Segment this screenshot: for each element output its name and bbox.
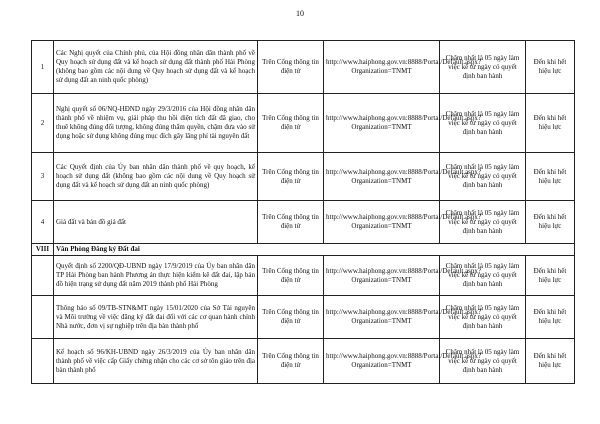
row-link[interactable]: http://www.haiphong.gov.vn:8888/Portal/Default.aspx?Organization=TNMT xyxy=(324,153,440,201)
row-content: Các Quyết định của Ủy ban nhân dân thành phố về quy hoạch, kế hoạch sử dụng đất (không bao gồm các nội dung về Quy hoạch sử dụng đất và kế hoạch sử dụng đất an ninh quốc phòng) xyxy=(54,153,258,201)
row-content: Quyết định số 2200/QĐ-UBND ngày 17/9/2019 của Ủy ban nhân dân TP Hải Phòng ban hành Phương án thực hiện kiểm kê đất đai, lập bản đồ hiện trạng sử dụng đất năm 2019 thành phố Hải Phòng xyxy=(54,256,258,296)
row-deadline: Chậm nhất là 05 ngày làm việc kể từ ngày có quyết định ban hành xyxy=(440,41,526,94)
row-publication-form: Trên Cổng thông tin điện tử xyxy=(258,339,324,384)
row-validity: Đến khi hết hiệu lực xyxy=(526,256,575,296)
table-row xyxy=(32,296,575,339)
document-table xyxy=(31,40,575,384)
row-validity: Đến khi hết hiệu lực xyxy=(526,296,575,339)
row-index xyxy=(32,296,54,339)
row-index xyxy=(32,339,54,384)
row-content: Nghị quyết số 06/NQ-HĐND ngày 29/3/2016 của Hội đồng nhân dân thành phố về nhiệm vụ, giải pháp thu hồi diện tích đất đã giao, cho thuê không đúng đối tượng, không đúng thẩm quyền, chậm đưa vào sử dụng hoặc sử dụng không đúng mục đích gây lãng phí tài nguyên đất xyxy=(54,94,258,153)
row-link[interactable]: http://www.haiphong.gov.vn:8888/Portal/Default.aspx?Organization=TNMT xyxy=(324,296,440,339)
table-row xyxy=(32,94,575,153)
row-publication-form: Trên Cổng thông tin điện tử xyxy=(258,94,324,153)
row-index: 4 xyxy=(32,201,54,244)
row-validity: Đến khi hết hiệu lực xyxy=(526,153,575,201)
row-deadline: Chậm nhất là 05 ngày làm việc kể từ ngày có quyết định ban hành xyxy=(440,153,526,201)
row-validity: Đến khi hết hiệu lực xyxy=(526,41,575,94)
row-index: 3 xyxy=(32,153,54,201)
row-publication-form: Trên Cổng thông tin điện tử xyxy=(258,201,324,244)
page-number: 10 xyxy=(296,9,304,18)
row-content: Thông báo số 09/TB-STN&MT ngày 15/01/2020 của Sở Tài nguyên và Môi trường về việc đăng ký đất đai đối với các cơ quan hành chính Nhà nước, đơn vị sự nghiệp trên địa bàn thành phố xyxy=(54,296,258,339)
row-content: Các Nghị quyết của Chính phủ, của Hội đồng nhân dân thành phố về Quy hoạch sử dụng đất và kế hoạch sử dụng đất thành phố Hải Phòng (không bao gồm các nội dung về Quy hoạch sử dụng đất và kế hoạch sử dụng đất an ninh quốc phòng) xyxy=(54,41,258,94)
row-link[interactable]: http://www.haiphong.gov.vn:8888/Portal/Default.aspx?Organization=TNMT xyxy=(324,339,440,384)
row-publication-form: Trên Cổng thông tin điện tử xyxy=(258,153,324,201)
row-link[interactable]: http://www.haiphong.gov.vn:8888/Portal/Default.aspx?Organization=TNMT xyxy=(324,201,440,244)
row-link[interactable]: http://www.haiphong.gov.vn:8888/Portal/Default.aspx?Organization=TNMT xyxy=(324,41,440,94)
row-deadline: Chậm nhất là 05 ngày làm việc kể từ ngày có quyết định ban hành xyxy=(440,201,526,244)
row-publication-form: Trên Cổng thông tin điện tử xyxy=(258,256,324,296)
row-index: 2 xyxy=(32,94,54,153)
row-deadline: Chậm nhất là 05 ngày làm việc kể từ ngày có quyết định ban hành xyxy=(440,296,526,339)
row-deadline: Chậm nhất là 05 ngày làm việc kể từ ngày có quyết định ban hành xyxy=(440,94,526,153)
row-deadline: Chậm nhất là 05 ngày làm việc kể từ ngày có quyết định ban hành xyxy=(440,339,526,384)
table-row xyxy=(32,339,575,384)
row-link[interactable]: http://www.haiphong.gov.vn:8888/Portal/Default.aspx?Organization=TNMT xyxy=(324,94,440,153)
section-title: Văn Phòng Đăng ký Đất đai xyxy=(54,244,575,256)
row-content: Kế hoạch số 96/KH-UBND ngày 26/3/2019 của Ủy ban nhân dân thành phố về việc cấp Giấy chứng nhận cho các cơ sở tôn giáo trên địa bàn thành phố xyxy=(54,339,258,384)
table-row xyxy=(32,256,575,296)
section-header-row xyxy=(32,244,575,256)
row-content: Giá đất và bản đồ giá đất xyxy=(54,201,258,244)
table-row xyxy=(32,41,575,94)
row-index: 1 xyxy=(32,41,54,94)
row-deadline: Chậm nhất là 05 ngày làm việc kể từ ngày có quyết định ban hành xyxy=(440,256,526,296)
row-index xyxy=(32,256,54,296)
table-row xyxy=(32,201,575,244)
row-publication-form: Trên Cổng thông tin điện tử xyxy=(258,41,324,94)
table-row xyxy=(32,153,575,201)
row-validity: Đến khi hết hiệu lực xyxy=(526,201,575,244)
row-link[interactable]: http://www.haiphong.gov.vn:8888/Portal/Default.aspx?Organization=TNMT xyxy=(324,256,440,296)
section-index: VIII xyxy=(32,244,54,256)
row-validity: Đến khi hết hiệu lực xyxy=(526,339,575,384)
row-validity: Đến khi hết hiệu lực xyxy=(526,94,575,153)
row-publication-form: Trên Cổng thông tin điện tử xyxy=(258,296,324,339)
